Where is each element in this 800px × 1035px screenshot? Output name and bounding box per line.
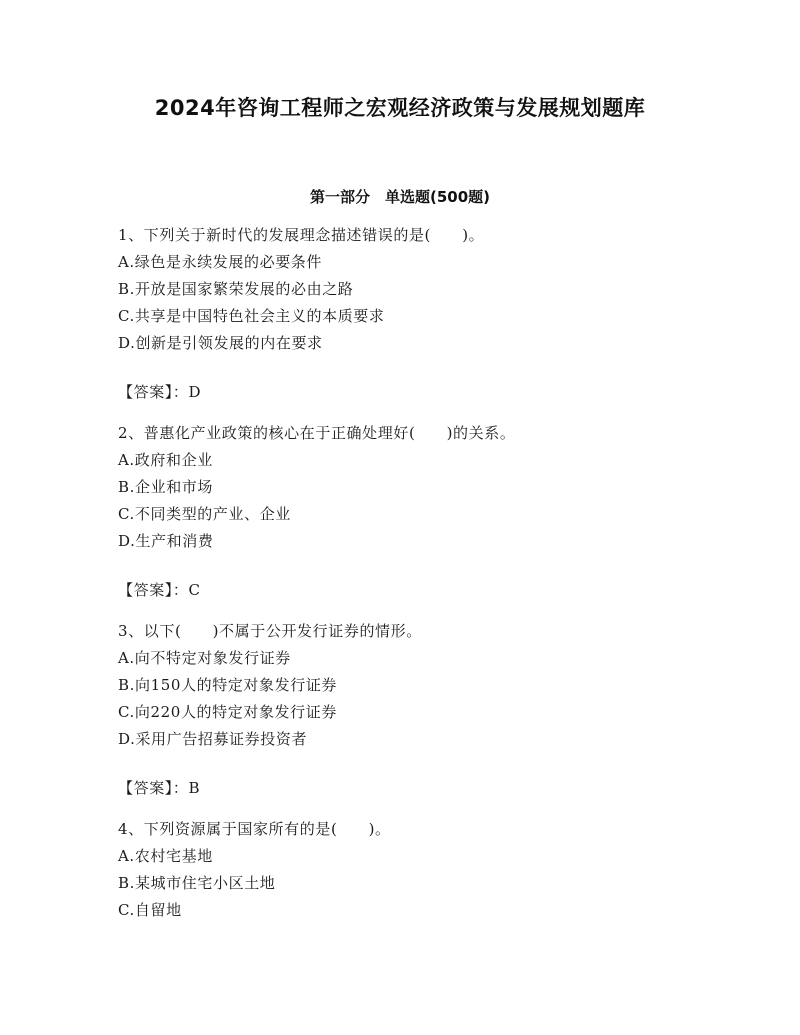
question-option: A.向不特定对象发行证券 <box>118 649 291 667</box>
question-stem: 4、下列资源属于国家所有的是( )。 <box>118 820 391 838</box>
question-option: A.政府和企业 <box>118 451 213 469</box>
question-item <box>118 420 738 604</box>
question-item <box>118 816 738 924</box>
document-title: 2024年咨询工程师之宏观经济政策与发展规划题库 <box>154 96 646 120</box>
question-answer: 【答案】：B <box>118 779 201 797</box>
question-option: B.某城市住宅小区土地 <box>118 874 276 892</box>
question-answer: 【答案】：C <box>118 581 201 599</box>
question-option: C.自留地 <box>118 901 182 919</box>
question-option: C.不同类型的产业、企业 <box>118 505 291 523</box>
question-option: A.绿色是永续发展的必要条件 <box>118 253 323 271</box>
question-option: B.开放是国家繁荣发展的必由之路 <box>118 280 354 298</box>
question-item <box>118 222 738 406</box>
question-option: C.向220人的特定对象发行证券 <box>118 703 337 721</box>
question-list <box>118 222 738 924</box>
section-title: 第一部分 单选题(500题) <box>309 188 491 206</box>
question-answer: 【答案】：D <box>118 383 202 401</box>
question-option: D.创新是引领发展的内在要求 <box>118 334 323 352</box>
question-option: C.共享是中国特色社会主义的本质要求 <box>118 307 385 325</box>
question-stem: 1、下列关于新时代的发展理念描述错误的是( )。 <box>118 226 485 244</box>
question-option: D.生产和消费 <box>118 532 214 550</box>
question-item <box>118 618 738 802</box>
question-option: B.向150人的特定对象发行证券 <box>118 676 338 694</box>
question-stem: 2、普惠化产业政策的核心在于正确处理好( )的关系。 <box>118 424 516 442</box>
question-stem: 3、以下( )不属于公开发行证券的情形。 <box>118 622 422 640</box>
question-option: D.采用广告招募证券投资者 <box>118 730 308 748</box>
question-option: A.农村宅基地 <box>118 847 213 865</box>
question-option: B.企业和市场 <box>118 478 213 496</box>
